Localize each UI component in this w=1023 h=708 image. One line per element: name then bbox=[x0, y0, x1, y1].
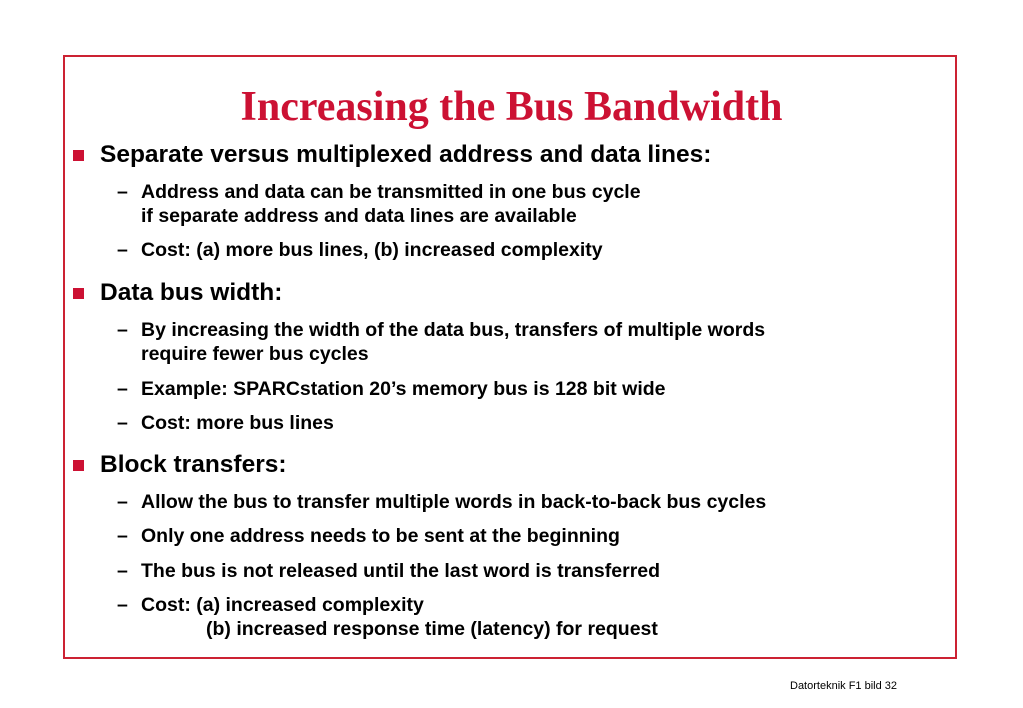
bullet-block-transfers bbox=[100, 451, 287, 479]
square-bullet-icon bbox=[73, 288, 84, 299]
bullet-text: Data bus width: bbox=[100, 279, 283, 306]
sub-bullet-text-continued: require fewer bus cycles bbox=[141, 343, 369, 365]
sub-bullet bbox=[117, 377, 666, 401]
dash-icon: – bbox=[117, 319, 128, 341]
sub-bullet-text: Address and data can be transmitted in one bus cycle bbox=[141, 181, 641, 203]
sub-bullet-text: Example: SPARCstation 20’s memory bus is 128 bit wide bbox=[141, 378, 666, 400]
slide-title: Increasing the Bus Bandwidth bbox=[240, 84, 783, 130]
sub-bullet-text: By increasing the width of the data bus, transfers of multiple words bbox=[141, 319, 766, 341]
square-bullet-icon bbox=[73, 460, 84, 471]
sub-bullet-text: Only one address needs to be sent at the beginning bbox=[141, 525, 620, 547]
sub-bullet bbox=[117, 593, 658, 641]
dash-icon: – bbox=[117, 181, 128, 203]
dash-icon: – bbox=[117, 525, 128, 547]
dash-icon: – bbox=[117, 378, 128, 400]
sub-bullet bbox=[117, 524, 620, 548]
dash-icon: – bbox=[117, 560, 128, 582]
sub-bullet-text: Cost: (a) increased complexity bbox=[141, 594, 424, 616]
bullet-text: Separate versus multiplexed address and data lines: bbox=[100, 141, 712, 168]
sub-bullet-text-continued: (b) increased response time (latency) for request bbox=[206, 618, 658, 640]
sub-bullet bbox=[117, 238, 603, 262]
bullet-data-bus-width bbox=[100, 279, 282, 307]
sub-bullet-text: The bus is not released until the last word is transferred bbox=[141, 560, 661, 582]
sub-bullet bbox=[117, 490, 767, 514]
square-bullet-icon bbox=[73, 150, 84, 161]
dash-icon: – bbox=[117, 412, 128, 434]
sub-bullet bbox=[117, 559, 661, 583]
bullet-text: Block transfers: bbox=[100, 451, 287, 478]
sub-bullet-text: Cost: (a) more bus lines, (b) increased complexity bbox=[141, 239, 603, 261]
slide-footer: Datorteknik F1 bild 32 bbox=[790, 680, 897, 692]
sub-bullet bbox=[117, 318, 766, 366]
dash-icon: – bbox=[117, 239, 128, 261]
bullet-separate-lines bbox=[100, 141, 711, 169]
sub-bullet bbox=[117, 180, 641, 228]
sub-bullet bbox=[117, 411, 334, 435]
sub-bullet-text: Allow the bus to transfer multiple words in back-to-back bus cycles bbox=[141, 491, 767, 513]
sub-bullet-text: Cost: more bus lines bbox=[141, 412, 334, 434]
sub-bullet-text-continued: if separate address and data lines are available bbox=[141, 205, 577, 227]
dash-icon: – bbox=[117, 594, 128, 616]
dash-icon: – bbox=[117, 491, 128, 513]
